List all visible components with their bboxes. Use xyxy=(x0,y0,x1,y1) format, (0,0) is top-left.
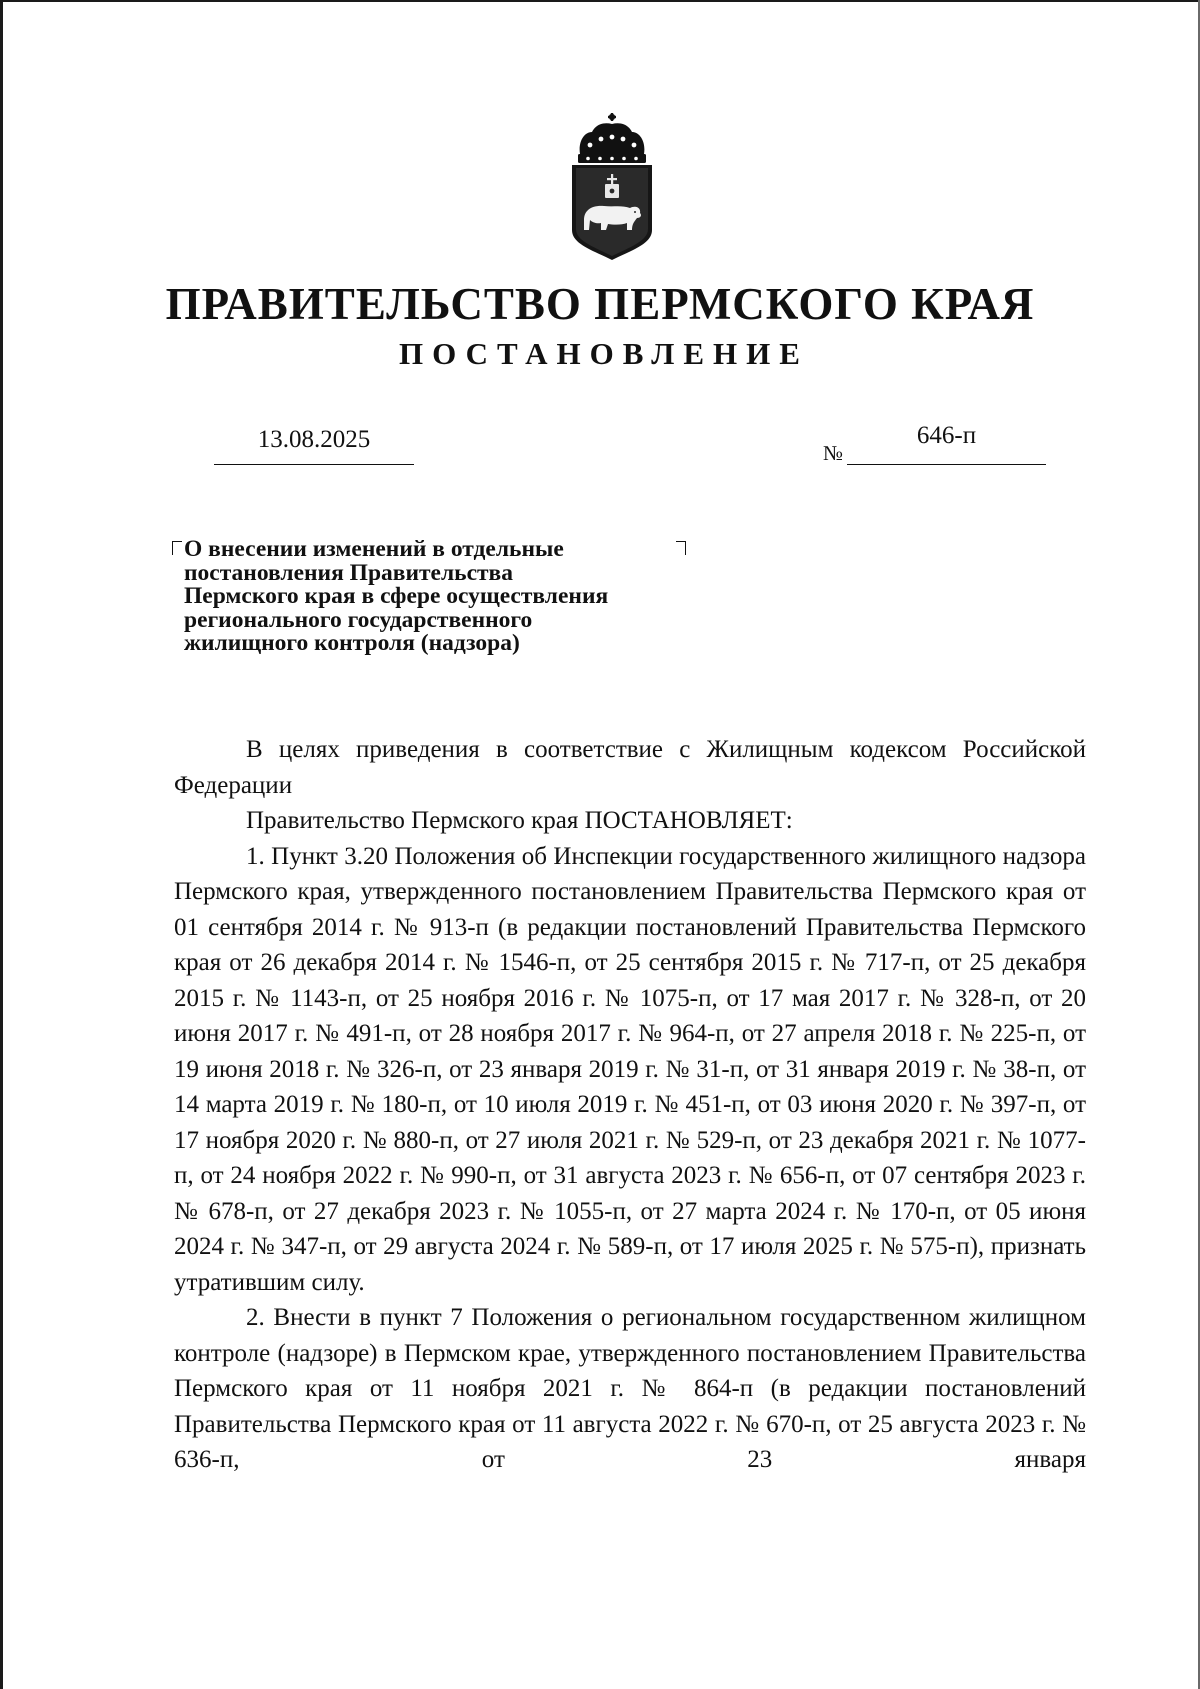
coat-of-arms-icon xyxy=(562,112,662,262)
document-type-title: ПОСТАНОВЛЕНИЕ xyxy=(399,336,809,371)
document-body xyxy=(174,732,1086,1478)
scan-edge-top xyxy=(0,0,1200,2)
subject-corner-left xyxy=(172,541,182,555)
document-subject xyxy=(184,538,744,656)
document-date: 13.08.2025 xyxy=(257,426,371,453)
government-title: ПРАВИТЕЛЬСТВО ПЕРМСКОГО КРАЯ xyxy=(165,279,1035,329)
document-date-field xyxy=(214,424,414,465)
document-number: 646-п xyxy=(916,422,977,449)
subject-line: Пермского края в сфере осуществления xyxy=(184,583,609,609)
document-number-field xyxy=(847,420,1046,465)
number-sign: № xyxy=(823,441,844,465)
subject-line: постановления Правительства xyxy=(184,559,513,586)
subject-line: регионального государственного xyxy=(184,606,533,633)
item-1-paragraph: 1. Пункт 3.20 Положения об Инспекции государственного жилищного надзора Пермского края, утвержденного постановлением Правительства Пермского края от 01 сентября 2014 г. № 913-п (в редакции постановлений Правительства Пермского края от 26 декабря 2014 г. № 1546-п, от 25 сентября 2015 г. № 717-п, от 25 декабря 2015 г. № 1143-п, от 25 ноября 2016 г. № 1075-п, от 17 мая 2017 г. № 328-п, от 20 июня 2017 г. № 491-п, от 28 ноября 2017 г. № 964-п, от 27 апреля 2018 г. № 225-п, от 19 июня 2018 г. № 326-п, от 23 января 2019 г. № 31-п, от 31 января 2019 г. № 38-п, от 14 марта 2019 г. № 180-п, от 10 июля 2019 г. № 451-п, от 03 июня 2020 г. № 397-п, от 17 ноября 2020 г. № 880-п, от 27 июля 2021 г. № 529-п, от 23 декабря 2021 г. № 1077-п, от 24 ноября 2022 г. № 990-п, от 31 августа 2023 г. № 656-п, от 07 сентября 2023 г. № 678-п, от 27 декабря 2023 г. № 1055-п, от 27 марта 2024 г. № 170-п, от 05 июня 2024 г. № 347-п, от 29 августа 2024 г. № 589-п, от 17 июля 2025 г. № 575-п), признать утратившим силу. xyxy=(174,842,1086,1296)
scan-edge-left xyxy=(0,0,3,1689)
preamble-paragraph: В целях приведения в соответствие с Жилищным кодексом Российской Федерации xyxy=(174,736,1086,799)
subject-line: О внесении изменений в отдельные xyxy=(184,536,564,562)
item-2-paragraph: 2. Внести в пункт 7 Положения о региональном государственном жилищном контроле (надзоре) в Пермском крае, утвержденного постановлением Правительства Пермского края от 11 ноября 2021 г. № 864-п (в редакции постановлений Правительства Пермского края от 11 августа 2022 г. № 670-п, от 25 августа 2023 г. № 636-п, от 23 января xyxy=(174,1304,1086,1473)
subject-line: жилищного контроля (надзора) xyxy=(184,630,520,656)
resolve-paragraph: Правительство Пермского края ПОСТАНОВЛЯЕТ: xyxy=(246,807,793,834)
